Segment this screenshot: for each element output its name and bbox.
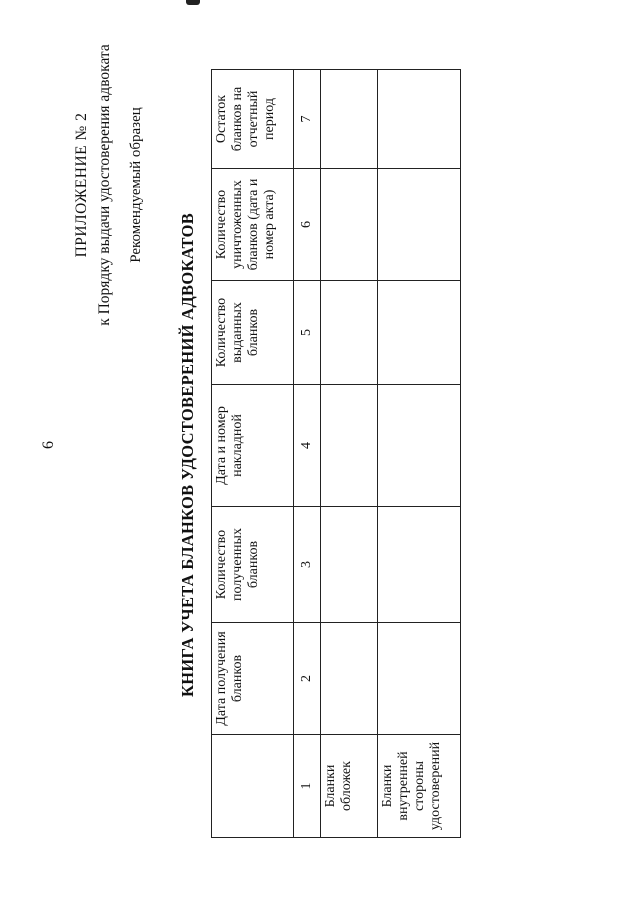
- table-row: [378, 70, 461, 838]
- table-cell: [378, 169, 461, 281]
- column-number: 5: [294, 281, 321, 385]
- appendix-header: [70, 0, 116, 385]
- table-cell: [321, 385, 378, 507]
- header-cell-invoice: Дата и номер накладной: [212, 385, 294, 507]
- page-number: 6: [40, 441, 57, 449]
- header-row: [212, 70, 294, 838]
- column-number: 7: [294, 70, 321, 169]
- ledger-table: [211, 69, 461, 838]
- appendix-title: ПРИЛОЖЕНИЕ № 2: [73, 112, 90, 258]
- header-cell-balance: Остаток бланков на отчетный период: [212, 70, 294, 169]
- table-cell: [378, 281, 461, 385]
- sample-note: Рекомендуемый образец: [128, 107, 144, 263]
- header-cell-destroyed-qty: Количество уничтоженных бланков (дата и номер акта): [212, 169, 294, 281]
- column-number: 6: [294, 169, 321, 281]
- column-number: 1: [294, 735, 321, 838]
- table-cell: [321, 281, 378, 385]
- column-number: 3: [294, 507, 321, 623]
- header-cell-blank: [212, 735, 294, 838]
- column-number-row: [294, 70, 321, 838]
- table-cell: [378, 70, 461, 169]
- book-title: КНИГА УЧЕТА БЛАНКОВ УДОСТОВЕРЕНИЙ АДВОКАТОВ: [178, 212, 197, 698]
- table-cell: [378, 623, 461, 735]
- header-cell-received-qty: Количество полученных бланков: [212, 507, 294, 623]
- table-cell: [378, 507, 461, 623]
- table-cell: [321, 169, 378, 281]
- column-number: 4: [294, 385, 321, 507]
- table-cell: [321, 507, 378, 623]
- row-label-covers: Бланки обложек: [321, 735, 378, 838]
- column-number: 2: [294, 623, 321, 735]
- row-label-inner-sides: Бланки внутренней стороны удостоверений: [378, 735, 461, 838]
- table-row: [321, 70, 378, 838]
- header-cell-issued-qty: Количество выданных бланков: [212, 281, 294, 385]
- table-cell: [321, 623, 378, 735]
- header-cell-receipt-date: Дата получения бланков: [212, 623, 294, 735]
- table-cell: [378, 385, 461, 507]
- appendix-subtitle: к Порядку выдачи удостоверения адвоката: [96, 44, 113, 326]
- table-cell: [321, 70, 378, 169]
